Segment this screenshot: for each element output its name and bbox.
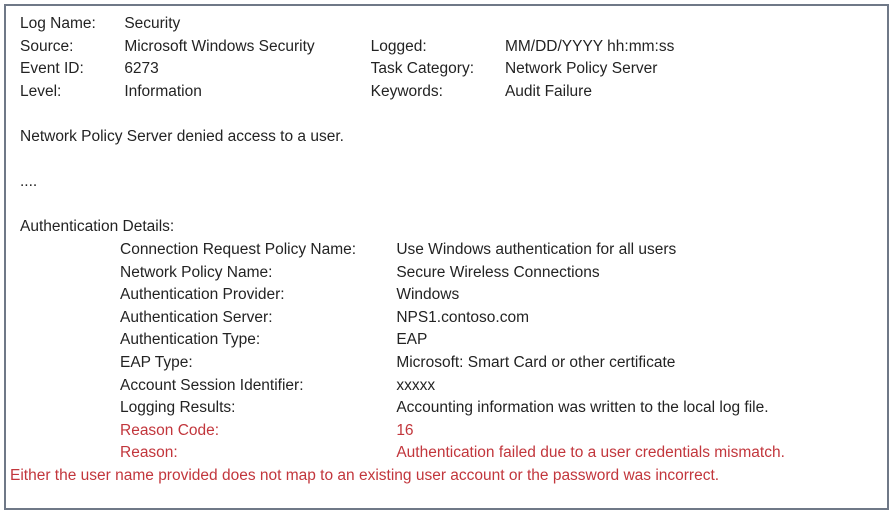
detail-value: Microsoft: Smart Card or other certificate: [396, 353, 676, 371]
detail-label: Reason Code:: [120, 421, 220, 439]
field-value: 6273: [124, 60, 159, 78]
field-value: Audit Failure: [504, 82, 592, 100]
detail-value: EAP: [396, 331, 428, 349]
detail-label: Logging Results:: [120, 399, 236, 417]
detail-label: Account Session Identifier:: [120, 376, 304, 394]
event-record-frame: [4, 4, 889, 510]
field-value: MM/DD/YYYY hh:mm:ss: [504, 37, 675, 55]
field-label: Logged:: [370, 37, 427, 55]
field-label: Source:: [20, 37, 74, 55]
spacer: [20, 103, 881, 126]
field-label: Task Category:: [370, 60, 475, 78]
detail-value: NPS1.contoso.com: [396, 308, 529, 326]
header-row-level: [20, 81, 881, 104]
detail-label: Authentication Type:: [120, 331, 261, 349]
detail-row-network-policy-name: [20, 262, 881, 285]
detail-row-account-session-identifier: [20, 375, 881, 398]
detail-value: Secure Wireless Connections: [396, 263, 600, 281]
field-value: Security: [124, 15, 181, 32]
detail-value: 16: [396, 421, 414, 439]
detail-row-connection-request-policy: [20, 239, 881, 262]
detail-value: Accounting information was written to the local log file.: [396, 399, 769, 417]
detail-label: Authentication Server:: [120, 308, 273, 326]
detail-value: Windows: [396, 286, 460, 304]
detail-row-reason-code: [20, 420, 881, 443]
auth-details-heading: Authentication Details:: [20, 218, 175, 236]
detail-label: Connection Request Policy Name:: [120, 240, 357, 258]
event-description: Network Policy Server denied access to a user.: [20, 127, 344, 145]
header-row-event-id: [20, 58, 881, 81]
detail-value: xxxxx: [396, 376, 436, 394]
field-value: Microsoft Windows Security: [124, 37, 315, 55]
spacer: [20, 194, 881, 217]
detail-value: Authentication failed due to a user credentials mismatch.: [396, 444, 785, 462]
detail-value: Use Windows authentication for all users: [396, 240, 677, 258]
detail-row-logging-results: [20, 397, 881, 420]
field-value: Network Policy Server: [504, 60, 658, 78]
field-label: Log Name:: [20, 15, 96, 32]
field-label: Level:: [20, 82, 62, 100]
field-value: Information: [124, 82, 202, 100]
field-label: Event ID:: [20, 60, 84, 78]
detail-label: Reason:: [120, 444, 178, 462]
detail-row-reason: [20, 442, 881, 465]
detail-row-authentication-server: [20, 307, 881, 330]
detail-row-eap-type: [20, 352, 881, 375]
detail-label: EAP Type:: [120, 353, 193, 371]
detail-label: Network Policy Name:: [120, 263, 273, 281]
header-row-source: [20, 36, 881, 59]
reason-continuation: Either the user name provided does not map to an existing user account or the password was incorrect.: [10, 466, 720, 484]
detail-row-authentication-provider: [20, 284, 881, 307]
field-label: Keywords:: [370, 82, 443, 100]
detail-row-authentication-type: [20, 329, 881, 352]
ellipsis-line: ....: [20, 173, 38, 191]
header-row-log-name: [20, 13, 881, 36]
detail-label: Authentication Provider:: [120, 286, 285, 304]
spacer: [20, 149, 881, 172]
